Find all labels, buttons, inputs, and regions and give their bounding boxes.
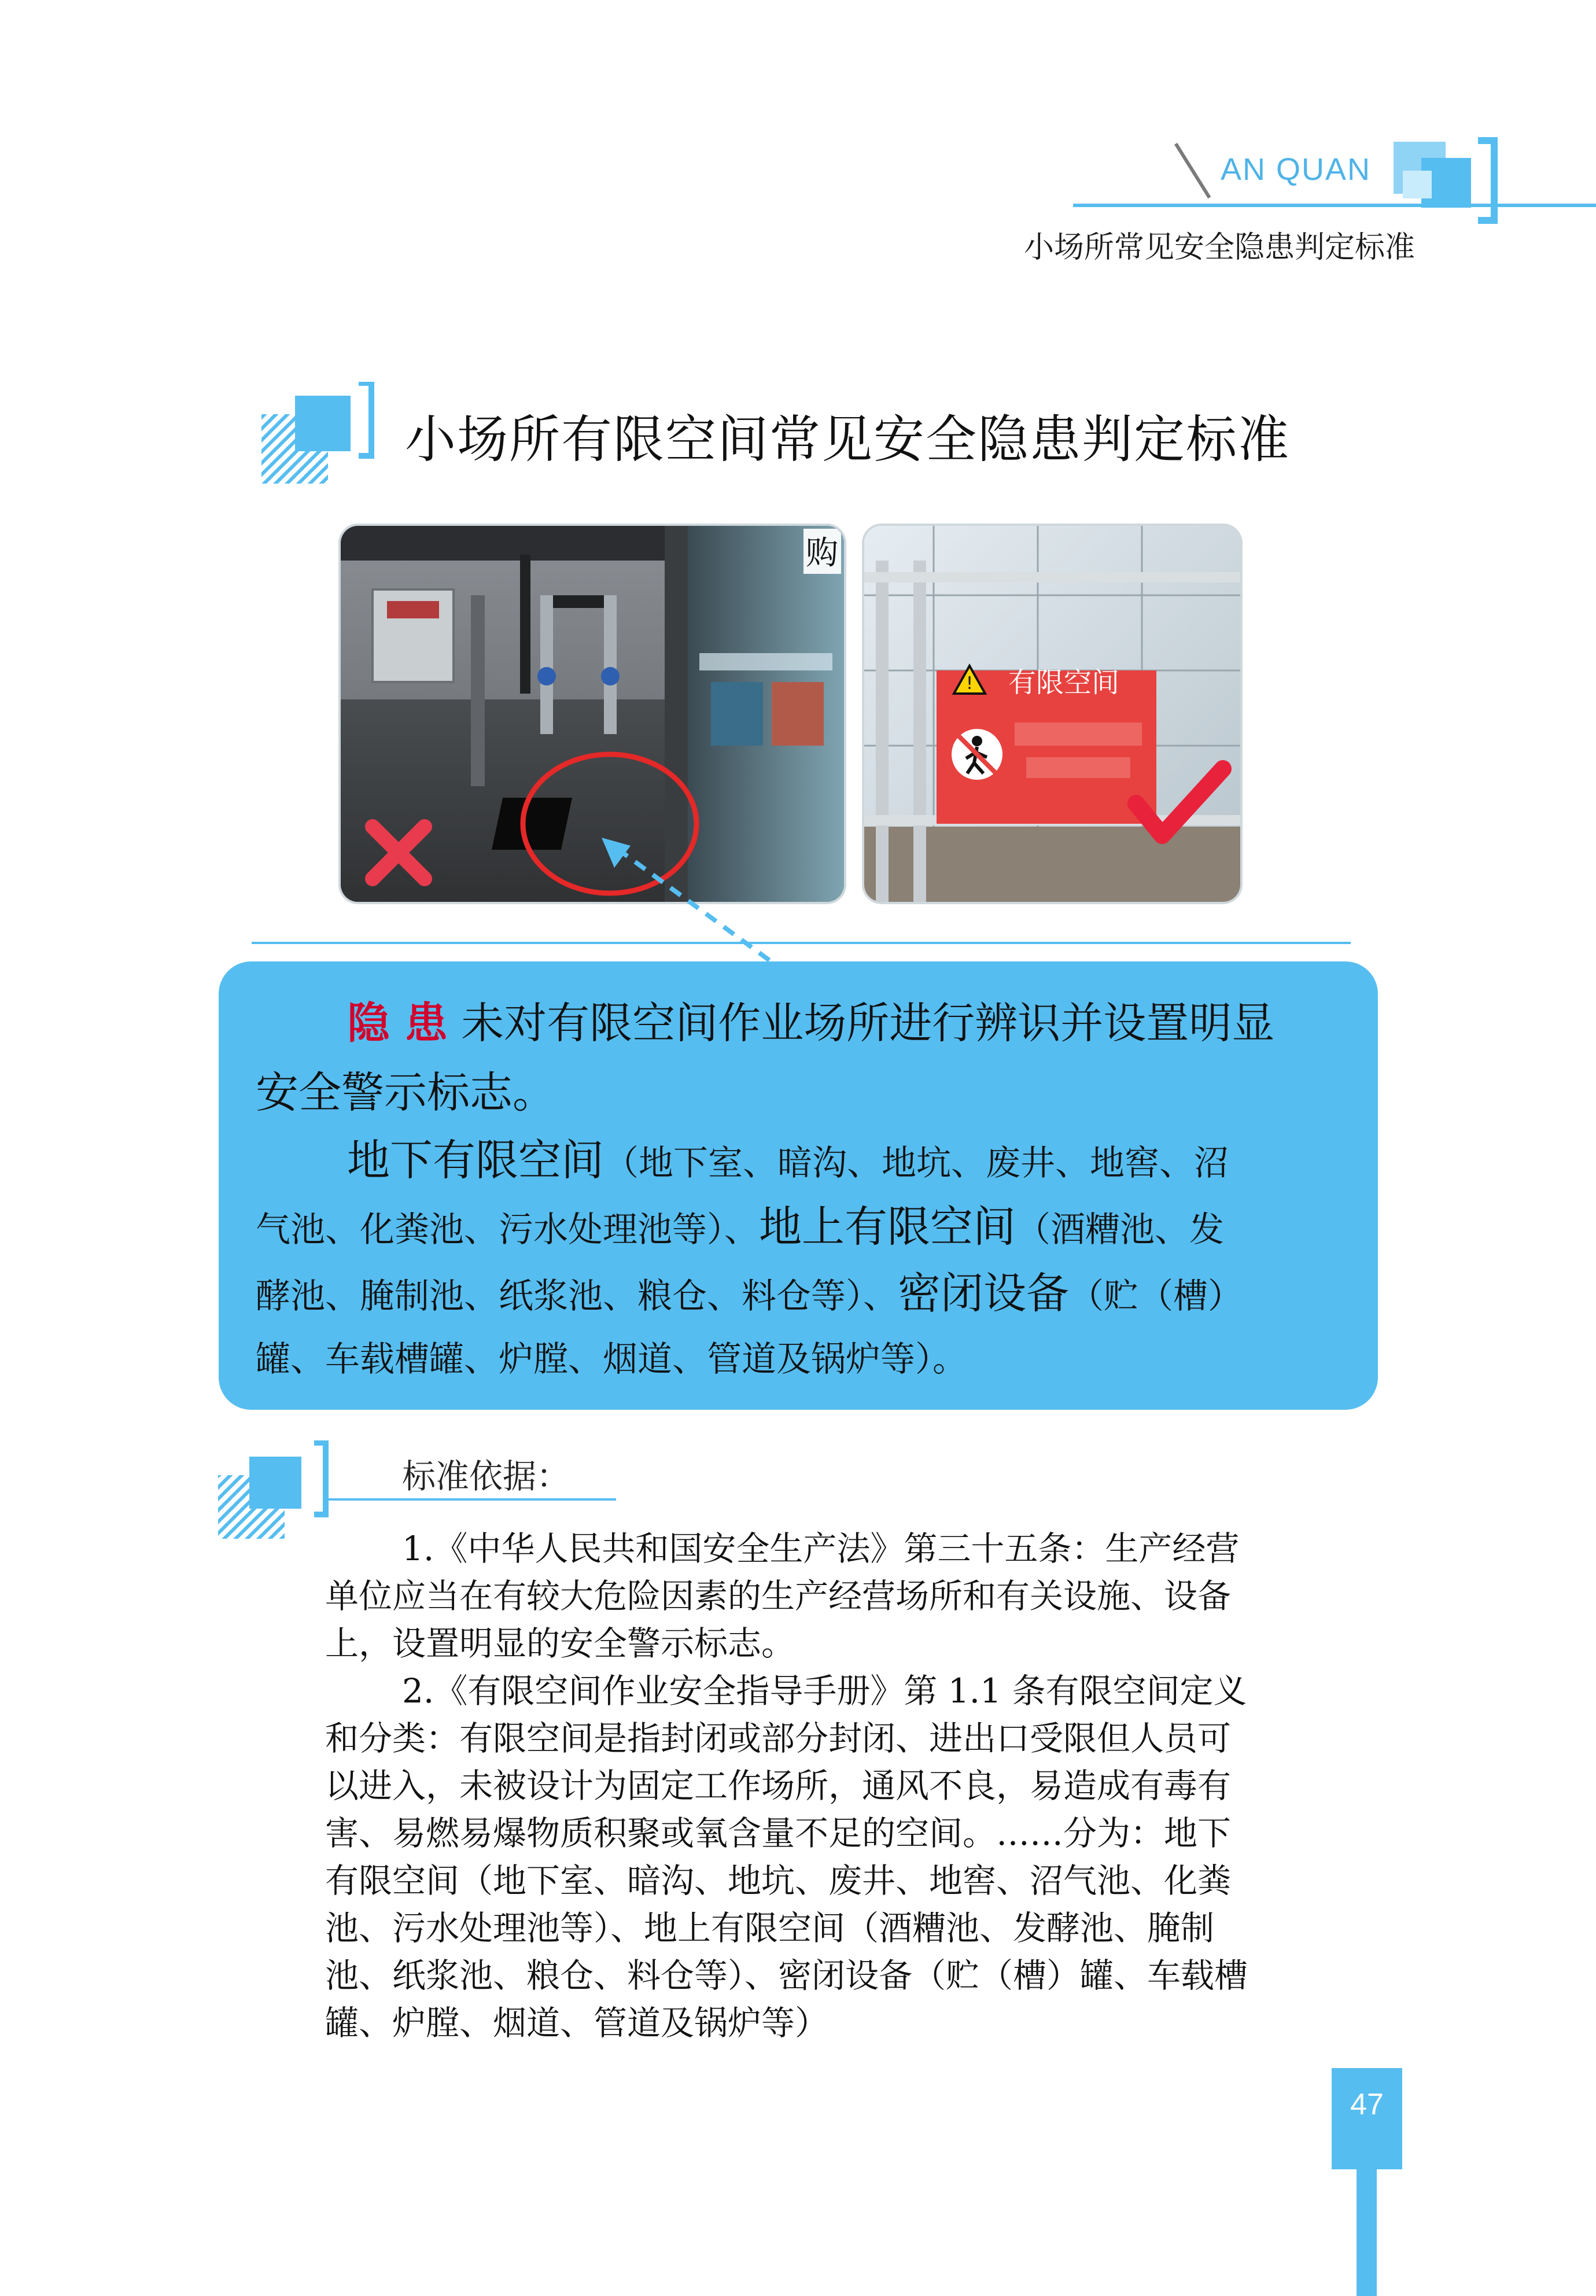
title-square-icon [260, 382, 382, 489]
hazard-box [219, 961, 1378, 1410]
basis-line: 上，设置明显的安全警示标志。 [325, 1624, 795, 1663]
photo-right-sign: 有限空间 [1008, 666, 1120, 699]
hazard-line-1: 隐 患 未对有限空间作业场所进行辨识并设置明显 [347, 998, 1275, 1048]
pointer-arrow-icon [578, 833, 787, 972]
hazard-label: 隐 患 [347, 998, 448, 1048]
hazard-category-line-4: 罐、车载槽罐、炉膛、烟道、管道及锅炉等）。 [256, 1339, 967, 1380]
photo-left-sign: 购 [806, 535, 838, 572]
basis-line: 2.《有限空间作业安全指导手册》第 1.1 条有限空间定义 [402, 1671, 1247, 1711]
basis-line: 和分类：有限空间是指封闭或部分封闭、进出口受限但人员可 [325, 1719, 1232, 1758]
basis-label: 标准依据： [402, 1457, 570, 1496]
basis-line: 1.《中华人民共和国安全生产法》第三十五条：生产经营 [402, 1529, 1240, 1568]
correct-photo [862, 524, 1243, 904]
hazard-category-line-1: 地下有限空间（地下室、暗沟、地坑、废井、地窖、沼 [347, 1136, 1229, 1185]
svg-text:!: ! [965, 673, 974, 694]
basis-line: 以进入，未被设计为固定工作场所，通风不良，易造成有毒有 [325, 1766, 1232, 1805]
basis-line: 害、易燃易爆物质积聚或氧含量不足的空间。……分为：地下 [325, 1814, 1232, 1853]
header-subtitle: 小场所常见安全隐患判定标准 [1024, 230, 1416, 265]
header-slash [1174, 143, 1211, 198]
page-number: 47 [1350, 2088, 1384, 2121]
header-brand: AN QUAN [1221, 152, 1372, 187]
hazard-category-line-2: 气池、化粪池、污水处理池等）、地上有限空间（酒糟池、发 [256, 1202, 1224, 1252]
basis-line: 池、纸浆池、粮仓、料仓等）、密闭设备（贮（槽）罐、车载槽 [325, 1956, 1248, 1995]
page-title: 小场所有限空间常见安全隐患判定标准 [405, 410, 1291, 469]
header-rule [1073, 204, 1596, 207]
header-squares-icon [1391, 136, 1507, 229]
photo-separator [252, 942, 1351, 944]
hazard-line-2: 安全警示标志。 [256, 1068, 555, 1118]
page-number-bar [1357, 2169, 1377, 2296]
basis-underline [327, 1498, 616, 1501]
basis-line: 罐、炉膛、烟道、管道及锅炉等） [325, 2003, 829, 2043]
basis-line: 单位应当在有较大危险因素的生产经营场所和有关设施、设备 [325, 1576, 1232, 1616]
basis-square-icon [217, 1440, 344, 1545]
basis-line: 池、污水处理池等）、地上有限空间（酒糟池、发酵池、腌制 [325, 1908, 1215, 1948]
hazard-category-line-3: 酵池、腌制池、纸浆池、粮仓、料仓等）、密闭设备（贮（槽） [256, 1269, 1243, 1318]
basis-line: 有限空间（地下室、暗沟、地坑、废井、地窖、沼气池、化粪 [325, 1861, 1232, 1900]
